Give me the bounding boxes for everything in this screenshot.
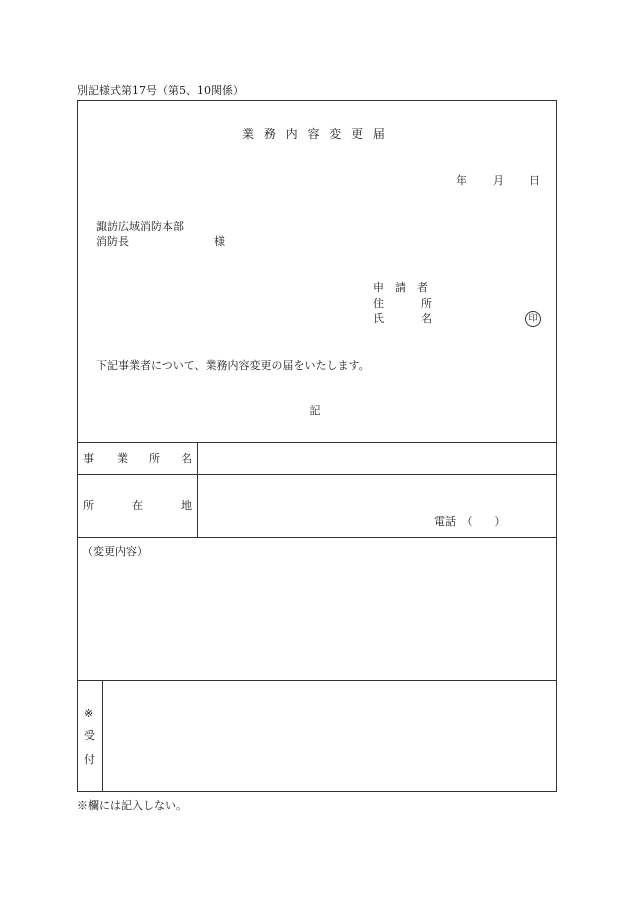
addressee-honorific: 様: [214, 235, 225, 248]
office-name-field[interactable]: [204, 446, 552, 470]
table-top-line: [77, 442, 557, 443]
applicant-name-label-2: 名: [421, 312, 432, 325]
form-title: 業 務 内 容 変 更 届: [242, 127, 388, 141]
row-divider-2: [77, 537, 557, 538]
change-details-label: （変更内容）: [82, 545, 148, 558]
location-field[interactable]: [204, 478, 552, 508]
date-day-label: 日: [529, 174, 540, 187]
label-column-divider: [197, 442, 198, 537]
receipt-area: [106, 684, 552, 788]
receipt-label-2: 付: [84, 753, 95, 766]
date-year-label: 年: [456, 174, 467, 187]
location-label-3: 地: [181, 499, 192, 512]
footnote: ※欄には記入しない。: [77, 799, 187, 812]
office-name-label-4: 名: [181, 452, 192, 465]
change-details-field[interactable]: [80, 562, 554, 676]
applicant-name-label-1: 氏: [373, 312, 384, 325]
office-name-label-3: 所: [149, 452, 160, 465]
ki-label: 記: [309, 404, 321, 417]
office-name-label-2: 業: [117, 452, 128, 465]
form-number: 別記様式第17号（第5、10関係）: [77, 84, 244, 97]
date-month-label: 月: [493, 174, 504, 187]
statement-text: 下記事業者について、業務内容変更の届をいたします。: [96, 359, 370, 372]
applicant-label: 申 請 者: [373, 281, 428, 294]
addressee-org: 諏訪広域消防本部: [96, 220, 184, 233]
applicant-address-label-2: 所: [421, 297, 432, 310]
receipt-label-1: 受: [84, 729, 95, 742]
receipt-column-divider: [102, 680, 103, 792]
applicant-address-label-1: 住: [373, 297, 384, 310]
phone-label: 電話 （ ）: [434, 515, 506, 528]
row-divider-3: [77, 680, 557, 681]
receipt-mark: ※: [84, 707, 94, 720]
office-name-label-1: 事: [83, 452, 94, 465]
row-divider-1: [77, 474, 557, 475]
location-label-1: 所: [83, 499, 94, 512]
addressee-title: 消防長: [96, 235, 129, 248]
location-label-2: 在: [132, 499, 143, 512]
seal-mark: 印: [525, 311, 541, 327]
